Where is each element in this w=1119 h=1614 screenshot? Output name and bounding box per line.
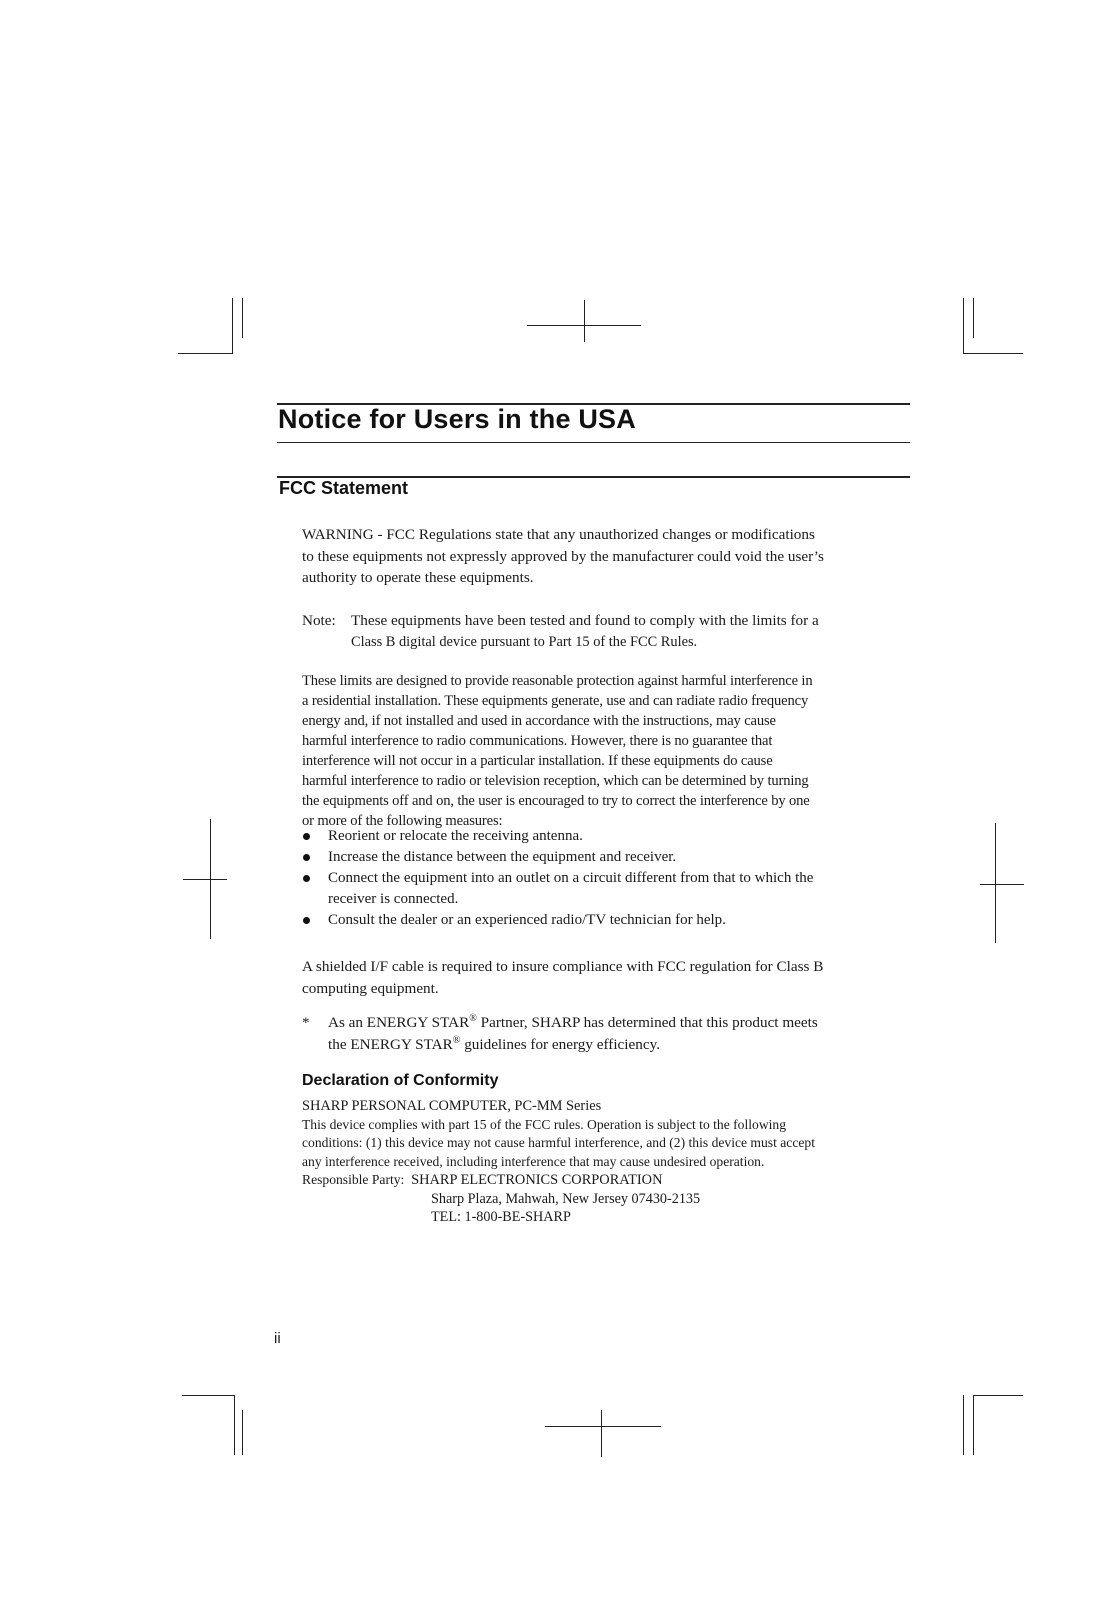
declaration-block [302, 1097, 902, 1227]
declaration-heading: Declaration of Conformity [302, 1072, 499, 1089]
compliance-line: This device complies with part 15 of the FCC rules. Operation is subject to the following [302, 1116, 787, 1132]
page-number: ii [274, 1330, 281, 1347]
registration-mark-right [995, 823, 996, 943]
address: Sharp Plaza, Mahwah, New Jersey 07430-2135 [431, 1190, 701, 1207]
crop-mark-top-left [178, 353, 233, 354]
registration-mark-bottom [545, 1426, 661, 1427]
registered-mark: ® [452, 1034, 461, 1046]
section-heading: FCC Statement [279, 478, 409, 498]
note-label: Note: [302, 612, 336, 629]
compliance-line: conditions: (1) this device may not cause harmful interference, and (2) this device must accept [302, 1135, 815, 1150]
telephone: TEL: 1-800-BE-SHARP [431, 1209, 571, 1225]
warning-paragraph [302, 524, 902, 589]
bullet-icon [303, 833, 310, 840]
limits-line: interference will not occur in a particular installation. If these equipments do cause [302, 753, 773, 769]
list-item: Connect the equipment into an outlet on a circuit different from that to which the receiver is connected. [300, 868, 900, 910]
note-line: These equipments have been tested and found to comply with the limits for a [351, 612, 819, 629]
list-item: Consult the dealer or an experienced radio/TV technician for help. [300, 910, 900, 931]
warning-line: authority to operate these equipments. [302, 569, 534, 586]
product-name: SHARP PERSONAL COMPUTER, PC-MM Series [302, 1098, 602, 1114]
shielded-cable-paragraph: A shielded I/F cable is required to insure compliance with FCC regulation for Class B computing equipment. [302, 958, 824, 997]
warning-line: to these equipments not expressly approved by the manufacturer could void the user’s [302, 547, 824, 565]
bullet-icon [303, 854, 310, 861]
asterisk: * [302, 1014, 310, 1031]
limits-line: These limits are designed to provide reasonable protection against harmful interference in [302, 673, 813, 689]
warning-line: WARNING - FCC Regulations state that any unauthorized changes or modifications [302, 526, 815, 543]
page-title: Notice for Users in the USA [278, 404, 636, 434]
limits-paragraph [302, 671, 902, 831]
energy-star-paragraph: * As an ENERGY STAR® Partner, SHARP has determined that this product meets the ENERGY STAR® guidelines for energy efficiency. [302, 1012, 818, 1053]
note-paragraph [302, 610, 902, 653]
crop-mark-bottom-right [963, 1395, 964, 1455]
limits-line: a residential installation. These equipments generate, use and can radiate radio frequency [302, 693, 809, 709]
list-item: Reorient or relocate the receiving antenna. [300, 826, 900, 847]
limits-line: the equipments off and on, the user is encouraged to try to correct the interference by one [302, 793, 810, 809]
compliance-line: any interference received, including interference that may cause undesired operation. [302, 1153, 765, 1169]
crop-mark-top-right [963, 298, 964, 354]
bullet-icon [303, 917, 310, 924]
limits-line: energy and, if not installed and used in accordance with the instructions, may cause [302, 713, 776, 729]
measures-list [300, 826, 900, 931]
limits-line: harmful interference to radio communications. However, there is no guarantee that [302, 733, 773, 749]
responsible-party: Responsible Party: SHARP ELECTRONICS CORPORATION [302, 1172, 663, 1188]
note-line: Class B digital device pursuant to Part 15 of the FCC Rules. [351, 633, 698, 650]
title-rule-bottom [277, 442, 910, 443]
crop-mark-bottom-left [182, 1395, 235, 1396]
registered-mark: ® [469, 1012, 477, 1024]
limits-line: harmful interference to radio or television reception, which can be determined by turning [302, 773, 809, 789]
bullet-icon [303, 875, 310, 882]
list-item: Increase the distance between the equipment and receiver. [300, 847, 900, 868]
limits-line: or more of the following measures: [302, 813, 503, 829]
